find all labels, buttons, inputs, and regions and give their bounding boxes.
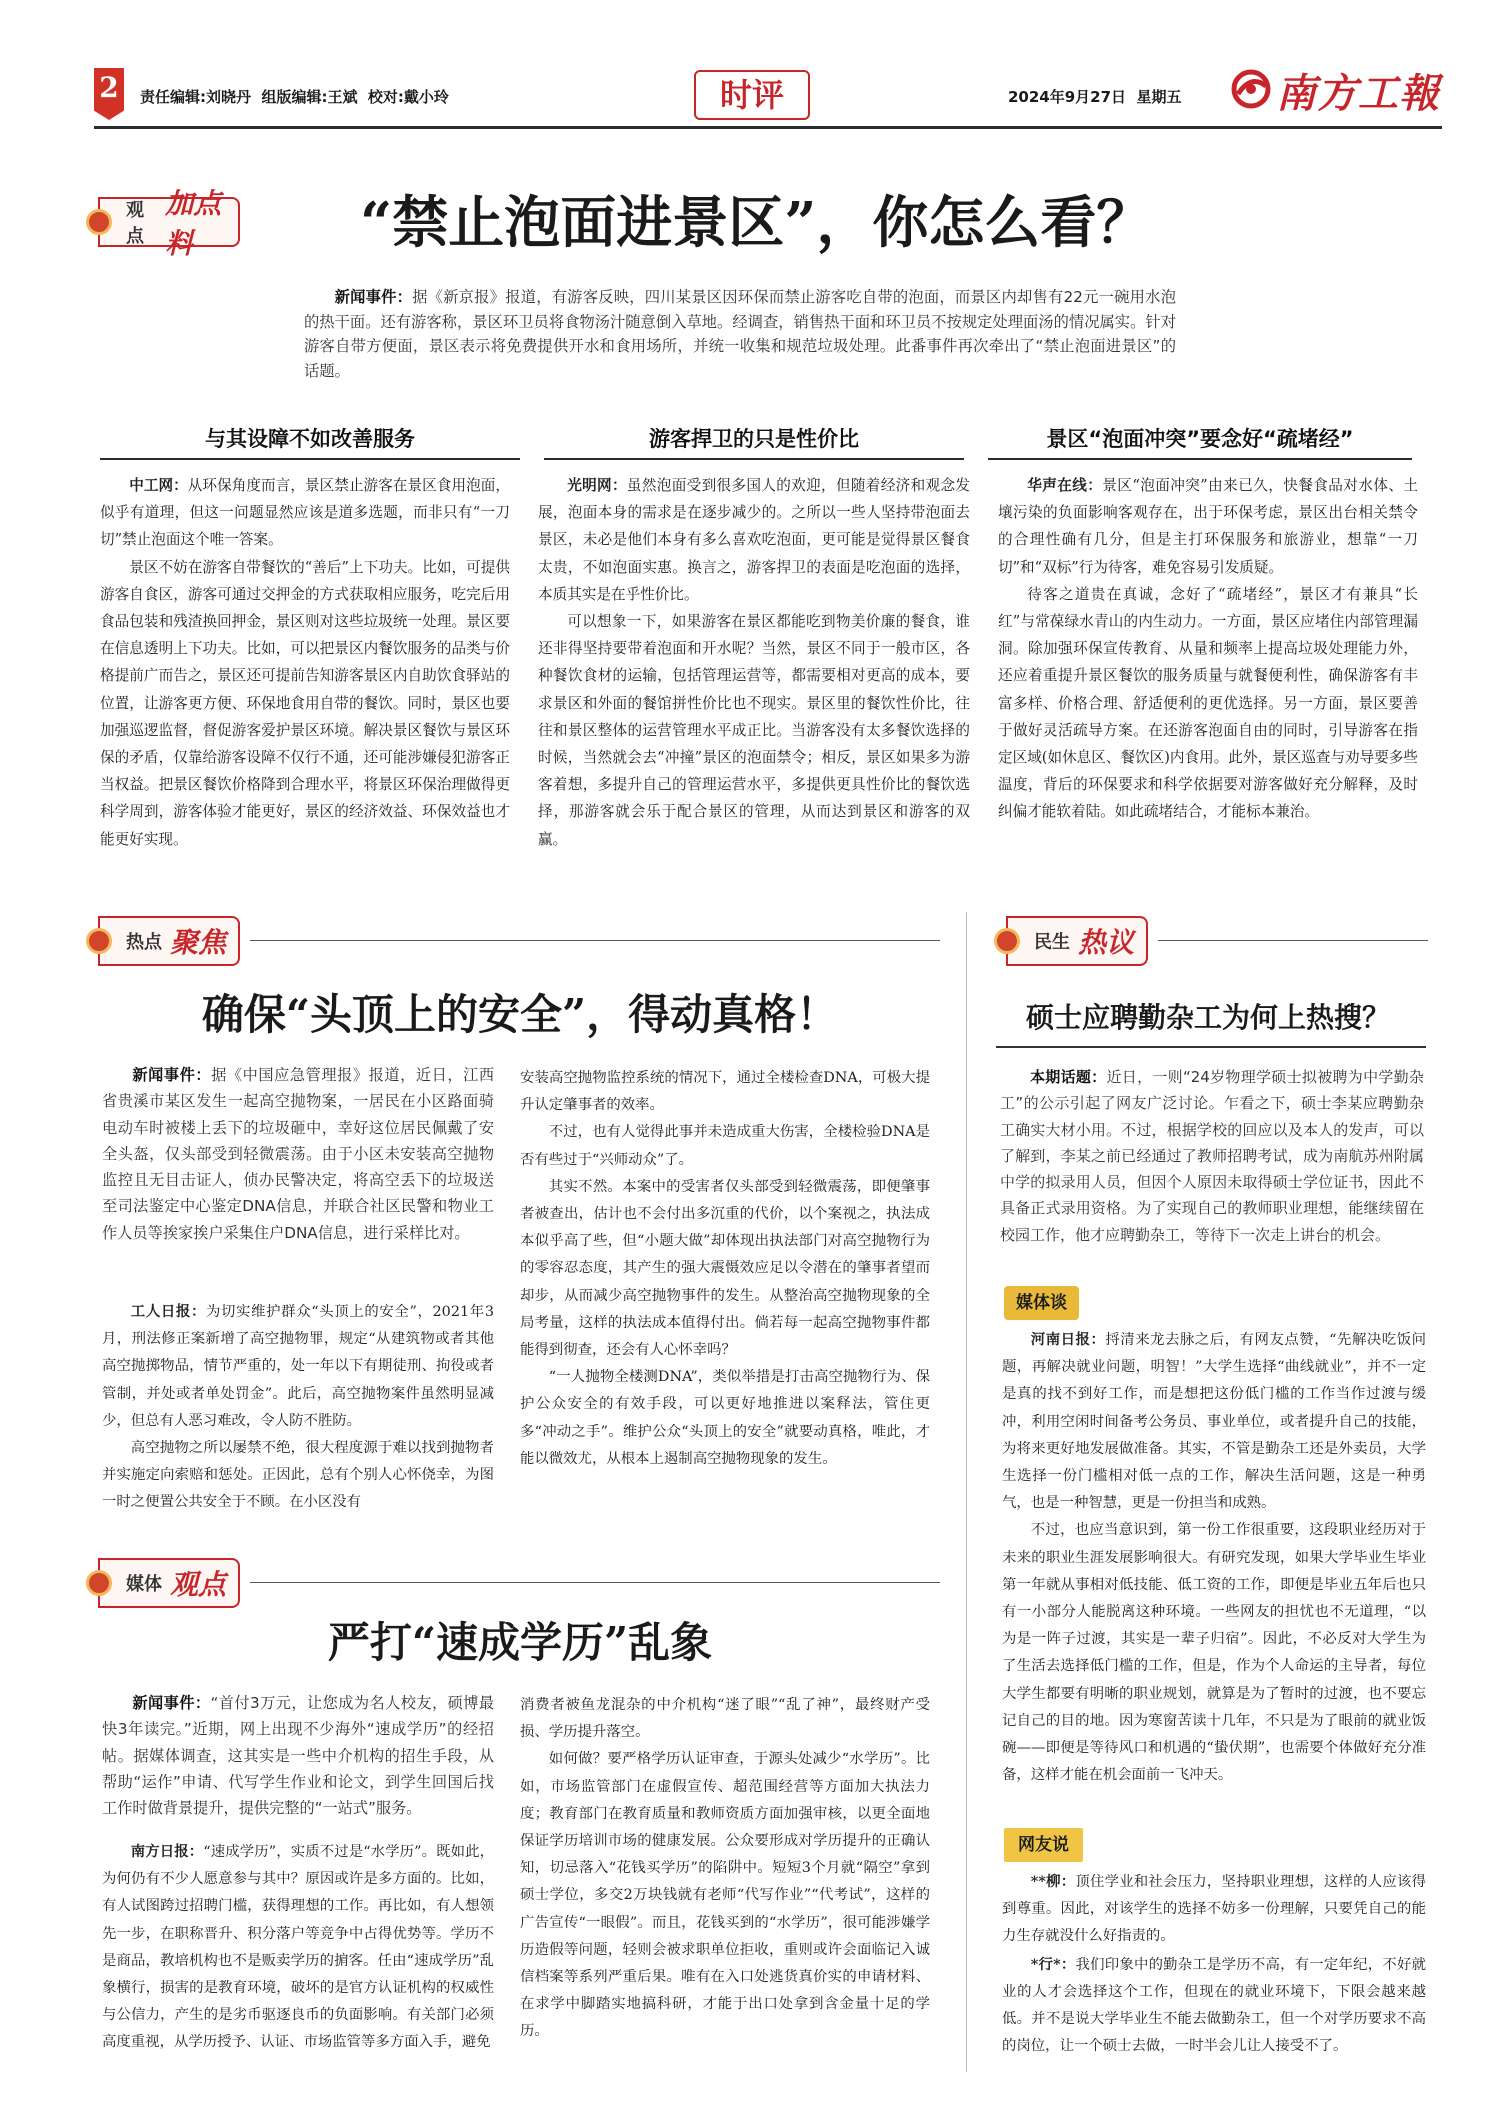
feature-col3-source: 华声在线： xyxy=(1027,477,1103,494)
safety-news xyxy=(102,1062,494,1246)
feature-col2-para1: 虽然泡面受到很多国人的欢迎，但随着经济和观念发展，泡面本身的需求是在逐步减少的。之所以一些人坚持带泡面去景区，未必是他们本身有多么喜欢吃泡面，更可能是觉得景区餐食太贵，不如泡面实惠。换言之，游客捍卫的表面是吃泡面的选择，本质其实是在乎性价比。 xyxy=(538,477,970,603)
sidebar-topic xyxy=(1000,1064,1424,1248)
feature-col1-para2: 景区不妨在游客自带餐饮的“善后”上下功夫。比如，可提供游客自食区，游客可通过交押金的方式获取相应服务，吃完后用食品包装和残渣换回押金，景区则对这些垃圾统一处理。景区要在信息透明上下功夫。比如，可以把景区内餐饮服务的品类与价格提前广而告之，景区还可提前告知游客景区内自助饮食驿站的位置，让游客更方便、环保地食用自带的餐饮。同时，景区也要加强巡逻监督，督促游客爱护景区环境。解决景区餐饮与景区环保的矛盾，仅靠给游客设障不仅行不通，还可能涉嫌侵犯游客正当权益。把景区餐饮价格降到合理水平，将景区环保治理做得更科学周到，游客体验才能更好，景区的经济效益、环保效益也才能更好实现。 xyxy=(100,558,510,848)
sidebar-divider xyxy=(966,912,967,2072)
feature-tag-big: 加点料 xyxy=(165,187,222,260)
feature-col1 xyxy=(100,472,510,853)
degree-right-para1: 消费者被鱼龙混杂的中介机构“迷了眼”“乱了神”，最终财产受损、学历提升落空。 xyxy=(520,1697,930,1741)
feature-col2 xyxy=(538,472,970,853)
sidebar-title-rule xyxy=(996,1046,1426,1048)
netizen-comment-1: 顶住学业和社会压力，坚持职业理想，这样的人应该得到尊重。因此，对该学生的选择不妨多一份理解，只要凭自己的能力生存就没什么好指责的。 xyxy=(1002,1874,1426,1945)
paper-logo-icon xyxy=(1230,68,1272,110)
sidebar-title: 硕士应聘勤杂工为何上热搜？ xyxy=(1025,1001,1390,1034)
flower-icon xyxy=(994,928,1020,954)
feature-col1-para1: 从环保角度而言，景区禁止游客在景区食用泡面，似乎有道理，但这一问题显然应该是道多选题，而非只有“一刀切”禁止泡面这个唯一答案。 xyxy=(100,477,510,549)
sidebar-tag-small: 民生 xyxy=(1034,932,1070,953)
section-label: 时评 xyxy=(719,76,784,114)
feature-col3-heading: 景区“泡面冲突”要念好“疏堵经” xyxy=(988,420,1412,460)
netizen-badge: 网友说 xyxy=(1004,1828,1083,1862)
safety-rule xyxy=(250,940,940,941)
degree-right xyxy=(520,1692,930,2046)
sidebar-topic-label: 本期话题： xyxy=(1030,1068,1107,1086)
degree-rule xyxy=(250,1582,940,1583)
sidebar-netizens xyxy=(1002,1868,1426,2060)
feature-col3-para1: 景区“泡面冲突”由来已久，快餐食品对水体、土壤污染的负面影响客观存在，出于环保考虑，景区出台相关禁令的合理性确有几分，但是主打环保服务和旅游业，想靠“一刀切”和“双标”行为待客，难免容易引发质疑。 xyxy=(998,477,1418,576)
degree-tag xyxy=(98,1558,240,1608)
netizen-comment-2: 我们印象中的勤杂工是学历不高，有一定年纪，不好就业的人才会选择这个工作，但现在的就业环境下，下限会越来越低。并不是说大学毕业生不能去做勤杂工，但一个对学历要求不高的岗位，让一个硕士去做，一时半会儿让人接受不了。 xyxy=(1002,1956,1426,2055)
media-talk-badge: 媒体谈 xyxy=(1004,1286,1079,1320)
feature-news-text: 据《新京报》报道，有游客反映，四川某景区因环保而禁止游客吃自带的泡面，而景区内却售有22元一碗用水泡的热干面。还有游客称，景区环卫员将食物汤汁随意倒入草地。经调查，销售热干面和环卫员不按规定处理面汤的情况属实。针对游客自带方便面，景区表示将免费提供开水和食用场所，并统一收集和规范垃圾处理。此番事件再次牵出了“禁止泡面进景区”的话题。 xyxy=(304,288,1176,380)
sidebar-tag-big: 热议 xyxy=(1078,926,1135,959)
degree-left xyxy=(102,1838,494,2057)
sidebar-media-para2: 不过，也应当意识到，第一份工作很重要，这段职业经历对于未来的职业生涯发展影响很大。有研究发现，如果大学毕业生毕业第一年就从事相对低技能、低工资的工作，即便是毕业五年后也只有一小部分人能脱离这种环境。一些网友的担忧也不无道理，“以为是一阵子过渡，其实是一辈子归宿”。因此，不必反对大学生为了生活去选择低门槛的工作，但是，作为个人命运的主导者，每位大学生都要有明晰的职业规划，就算是为了暂时的过渡，也不要忘记自己的目的地。因为寒窗苦读十几年，不只是为了眼前的就业饭碗——即便是等待风口和机遇的“蛰伏期”，也需要个体做好充分准备，这样才能在机会面前一飞冲天。 xyxy=(1002,1522,1426,1784)
safety-tag-small: 热点 xyxy=(126,932,162,953)
safety-right xyxy=(520,1065,930,1473)
flower-icon xyxy=(86,928,112,954)
paper-name: 南方工報 xyxy=(1276,70,1440,117)
flower-icon xyxy=(86,1570,112,1596)
degree-tag-big: 观点 xyxy=(170,1568,227,1601)
feature-col3 xyxy=(998,472,1418,826)
safety-right-para3: 其实不然。本案中的受害者仅头部受到轻微震荡，即便肇事者被查出，估计也不会付出多沉重的代价，以个案视之，执法成本似乎高了些，但“小题大做”却体现出执法部门对高空抛物行为的零容忍态度，其产生的强大震慑效应足以令潜在的肇事者望而却步，从而减少高空抛物事件的发生。从整治高空抛物现象的全局考量，这样的执法成本值得付出。倘若每一起高空抛物事件都能得到彻查，还会有人心怀幸吗？ xyxy=(520,1178,930,1359)
safety-source: 工人日报： xyxy=(130,1303,206,1320)
safety-left-para1: 为切实维护群众“头顶上的安全”，2021年3月，刑法修正案新增了高空抛物罪，规定“从建筑物或者其他高空抛掷物品，情节严重的，处一年以下有期徒刑、拘役或者管制，并处或者单处罚金”。此后，高空抛物案件虽然明显减少，但总有人恶习难改，令人防不胜防。 xyxy=(102,1304,494,1429)
degree-source: 南方日报： xyxy=(130,1843,204,1860)
degree-tag-small: 媒体 xyxy=(126,1574,162,1595)
safety-right-para2: 不过，也有人觉得此事并未造成重大伤害，全楼检验DNA是否有些过于“兴师动众”了。 xyxy=(520,1124,930,1168)
sidebar-media-para1: 捋清来龙去脉之后，有网友点赞，“先解决吃饭问题，再解决就业问题，明智！”大学生选择“曲线就业”，并不一定是真的找不到好工作，而是想把这份低门槛的工作当作过渡与缓冲，利用空闲时间备考公务员、事业单位，或者提升自己的技能，为将来更好地发展做准备。其实，不管是勤杂工还是外卖员，大学生选择一份门槛相对低一点的工作，解决生活问题，这是一种勇气，也是一种智慧，更是一份担当和成熟。 xyxy=(1002,1332,1426,1512)
feature-col3-para2: 待客之道贵在真诚，念好了“疏堵经”，景区才有兼具“长红”与常葆绿水青山的内生动力。一方面，景区应堵住内部管理漏洞。除加强环保宣传教育、从量和频率上提高垃圾处理能力外，还应着重提升景区餐饮的服务质量与就餐便利性，确保游客有丰富多样、价格合理、舒适便利的更优选择。另一方面，景区要善于做好灵活疏导方案。在还游客泡面自由的同时，引导游客在指定区域(如休息区、餐饮区)内食用。此外，景区巡查与劝导要多些温度，背后的环保要求和科学依据要对游客做好充分解释，及时纠偏才能软着陆。如此疏堵结合，才能标本兼治。 xyxy=(998,585,1419,821)
feature-news xyxy=(304,285,1176,383)
editors-line: 责任编辑:刘晓丹 组版编辑:王斌 校对:戴小玲 xyxy=(140,88,449,106)
netizen-user-1: **柳： xyxy=(1030,1873,1076,1890)
feature-news-label: 新闻事件： xyxy=(334,288,413,306)
degree-left-para1: “速成学历”，实质不过是“水学历”。既如此，为何仍有不少人愿意参与其中？原因或许是多方面的。比如，有人试图跨过招聘门槛，获得理想的工作。再比如，有人想领先一步，在职称晋升、积分落户等竞争中占得优势等。学历不是商品，教培机构也不是贩卖学历的掮客。任由“速成学历”乱象横行，损害的是教育环境，破坏的是官方认证机构的权威性与公信力，产生的是劣币驱逐良币的负面影响。有关部门必须高度重视，从学历授予、认证、市场监管等多方面入手，避免 xyxy=(102,1844,494,2051)
degree-news-label: 新闻事件： xyxy=(132,1694,211,1712)
sidebar-topic-text: 近日，一则“24岁物理学硕士拟被聘为中学勤杂工”的公示引起了网友广泛讨论。乍看之下，硕士李某应聘勤杂工确实大材小用。不过，根据学校的回应以及本人的发声，可以了解到，李某之前已经通过了教师招聘考试，成为南航苏州附属中学的拟录用人员，但因个人原因未取得硕士学位证书，因此不具备正式录用资格。为了实现自己的教师职业理想，能继续留在校园工作，他才应聘勤杂工，等待下一次走上讲台的机会。 xyxy=(1000,1068,1424,1244)
issue-date: 2024年9月27日 星期五 xyxy=(1008,88,1182,106)
safety-right-para4: “一人抛物全楼测DNA”，类似举措是打击高空抛物行为、保护公众安全的有效手段，可以更好地推进以案释法，管住更多“冲动之手”。维护公众“头顶上的安全”就要动真格，唯此，才能以微效尤，从根本上遏制高空抛物现象的发生。 xyxy=(520,1369,930,1467)
degree-title: 严打“速成学历”乱象 xyxy=(327,1618,713,1667)
sidebar-tag xyxy=(1006,916,1148,966)
safety-tag xyxy=(98,916,240,966)
page-number: 2 xyxy=(99,71,119,104)
safety-tag-big: 聚焦 xyxy=(170,926,227,959)
feature-col2-para2: 可以想象一下，如果游客在景区都能吃到物美价廉的餐食，谁还非得坚持要带着泡面和开水呢？当然，景区不同于一般市区，各种餐饮食材的运输，包括管理运营等，都需要相对更高的成本，要求景区和外面的餐馆拼性价比也不现实。景区里的餐饮性价比，往往和景区整体的运营管理水平成正比。当游客没有太多餐饮选择的时候，当然就会去“冲撞”景区的泡面禁令；相反，景区如果多为游客着想，多提升自己的管理运营水平，多提供更具性价比的餐饮选择，那游客就会乐于配合景区的管理，从而达到景区和游客的双赢。 xyxy=(538,613,970,848)
safety-news-text: 据《中国应急管理报》报道，近日，江西省贵溪市某区发生一起高空抛物案，一居民在小区路面骑电动车时被楼上丢下的垃圾砸中，幸好这位居民佩戴了安全头盔，仅头部受到轻微震荡。由于小区未安装高空抛物监控且无目击证人，侦办民警决定，将高空丢下的垃圾送至司法鉴定中心鉴定DNA信息，并联合社区民警和物业工作人员等挨家挨户采集住户DNA信息，进行采样比对。 xyxy=(102,1066,495,1242)
feature-tag-small: 观点 xyxy=(126,200,144,247)
feature-col1-heading: 与其设障不如改善服务 xyxy=(100,420,520,460)
degree-right-para2: 如何做？要严格学历认证审查，于源头处减少“水学历”。比如，市场监管部门在虚假宣传、超范围经营等方面加大执法力度；教育部门在教育质量和教师资质方面加强审核，以更全面地保证学历培训市场的健康发展。公众要形成对学历提升的正确认知，切忌落入“花钱买学历”的陷阱中。短短3个月就“隔空”拿到硕士学位，多交2万块钱就有老师“代写作业”“代考试”，这样的广告宣传“一眼假”。而且，花钱买到的“水学历”，很可能涉嫌学历造假等问题，轻则会被求职单位拒收，重则或许会面临记入诚信档案等系列严重后果。唯有在入口处逃货真价实的申请材料、在求学中脚踏实地搞科研，才能于出口处拿到含金量十足的学历。 xyxy=(520,1751,930,2040)
masthead-rule xyxy=(94,126,1442,129)
safety-news-label: 新闻事件： xyxy=(132,1066,212,1084)
safety-title: 确保“头顶上的安全”，得动真格！ xyxy=(201,990,839,1039)
degree-news xyxy=(102,1690,494,1821)
feature-col2-heading: 游客捍卫的只是性价比 xyxy=(544,420,964,460)
degree-news-text: “首付3万元，让您成为名人校友，硕博最快3年读完。”近期，网上出现不少海外“速成学历”的经招帖。据媒体调查，这其实是一些中介机构的招生手段，从帮助“运作”申请、代写学生作业和论文，到学生回国后找工作时做背景提升，提供完整的“一站式”服务。 xyxy=(102,1694,495,1818)
sidebar-rule xyxy=(1158,940,1428,941)
feature-title: “禁止泡面进景区”，你怎么看？ xyxy=(360,190,1153,256)
feature-tag xyxy=(98,187,240,260)
feature-col2-source: 光明网： xyxy=(567,477,627,494)
feature-col1-source: 中工网： xyxy=(129,477,188,494)
netizen-user-2: *行*： xyxy=(1030,1955,1076,1973)
safety-right-para1: 安装高空抛物监控系统的情况下，通过全楼检查DNA，可极大提升认定肇事者的效率。 xyxy=(520,1070,930,1114)
sidebar-media xyxy=(1002,1326,1426,1789)
safety-left xyxy=(102,1298,494,1517)
sidebar-media-source: 河南日报： xyxy=(1030,1331,1106,1348)
flower-icon xyxy=(86,209,112,235)
safety-left-para2: 高空抛物之所以屡禁不绝，很大程度源于难以找到抛物者并实施定向索赔和惩处。正因此，总有个别人心怀侥幸，为图一时之便置公共安全于不顾。在小区没有 xyxy=(102,1440,494,1511)
